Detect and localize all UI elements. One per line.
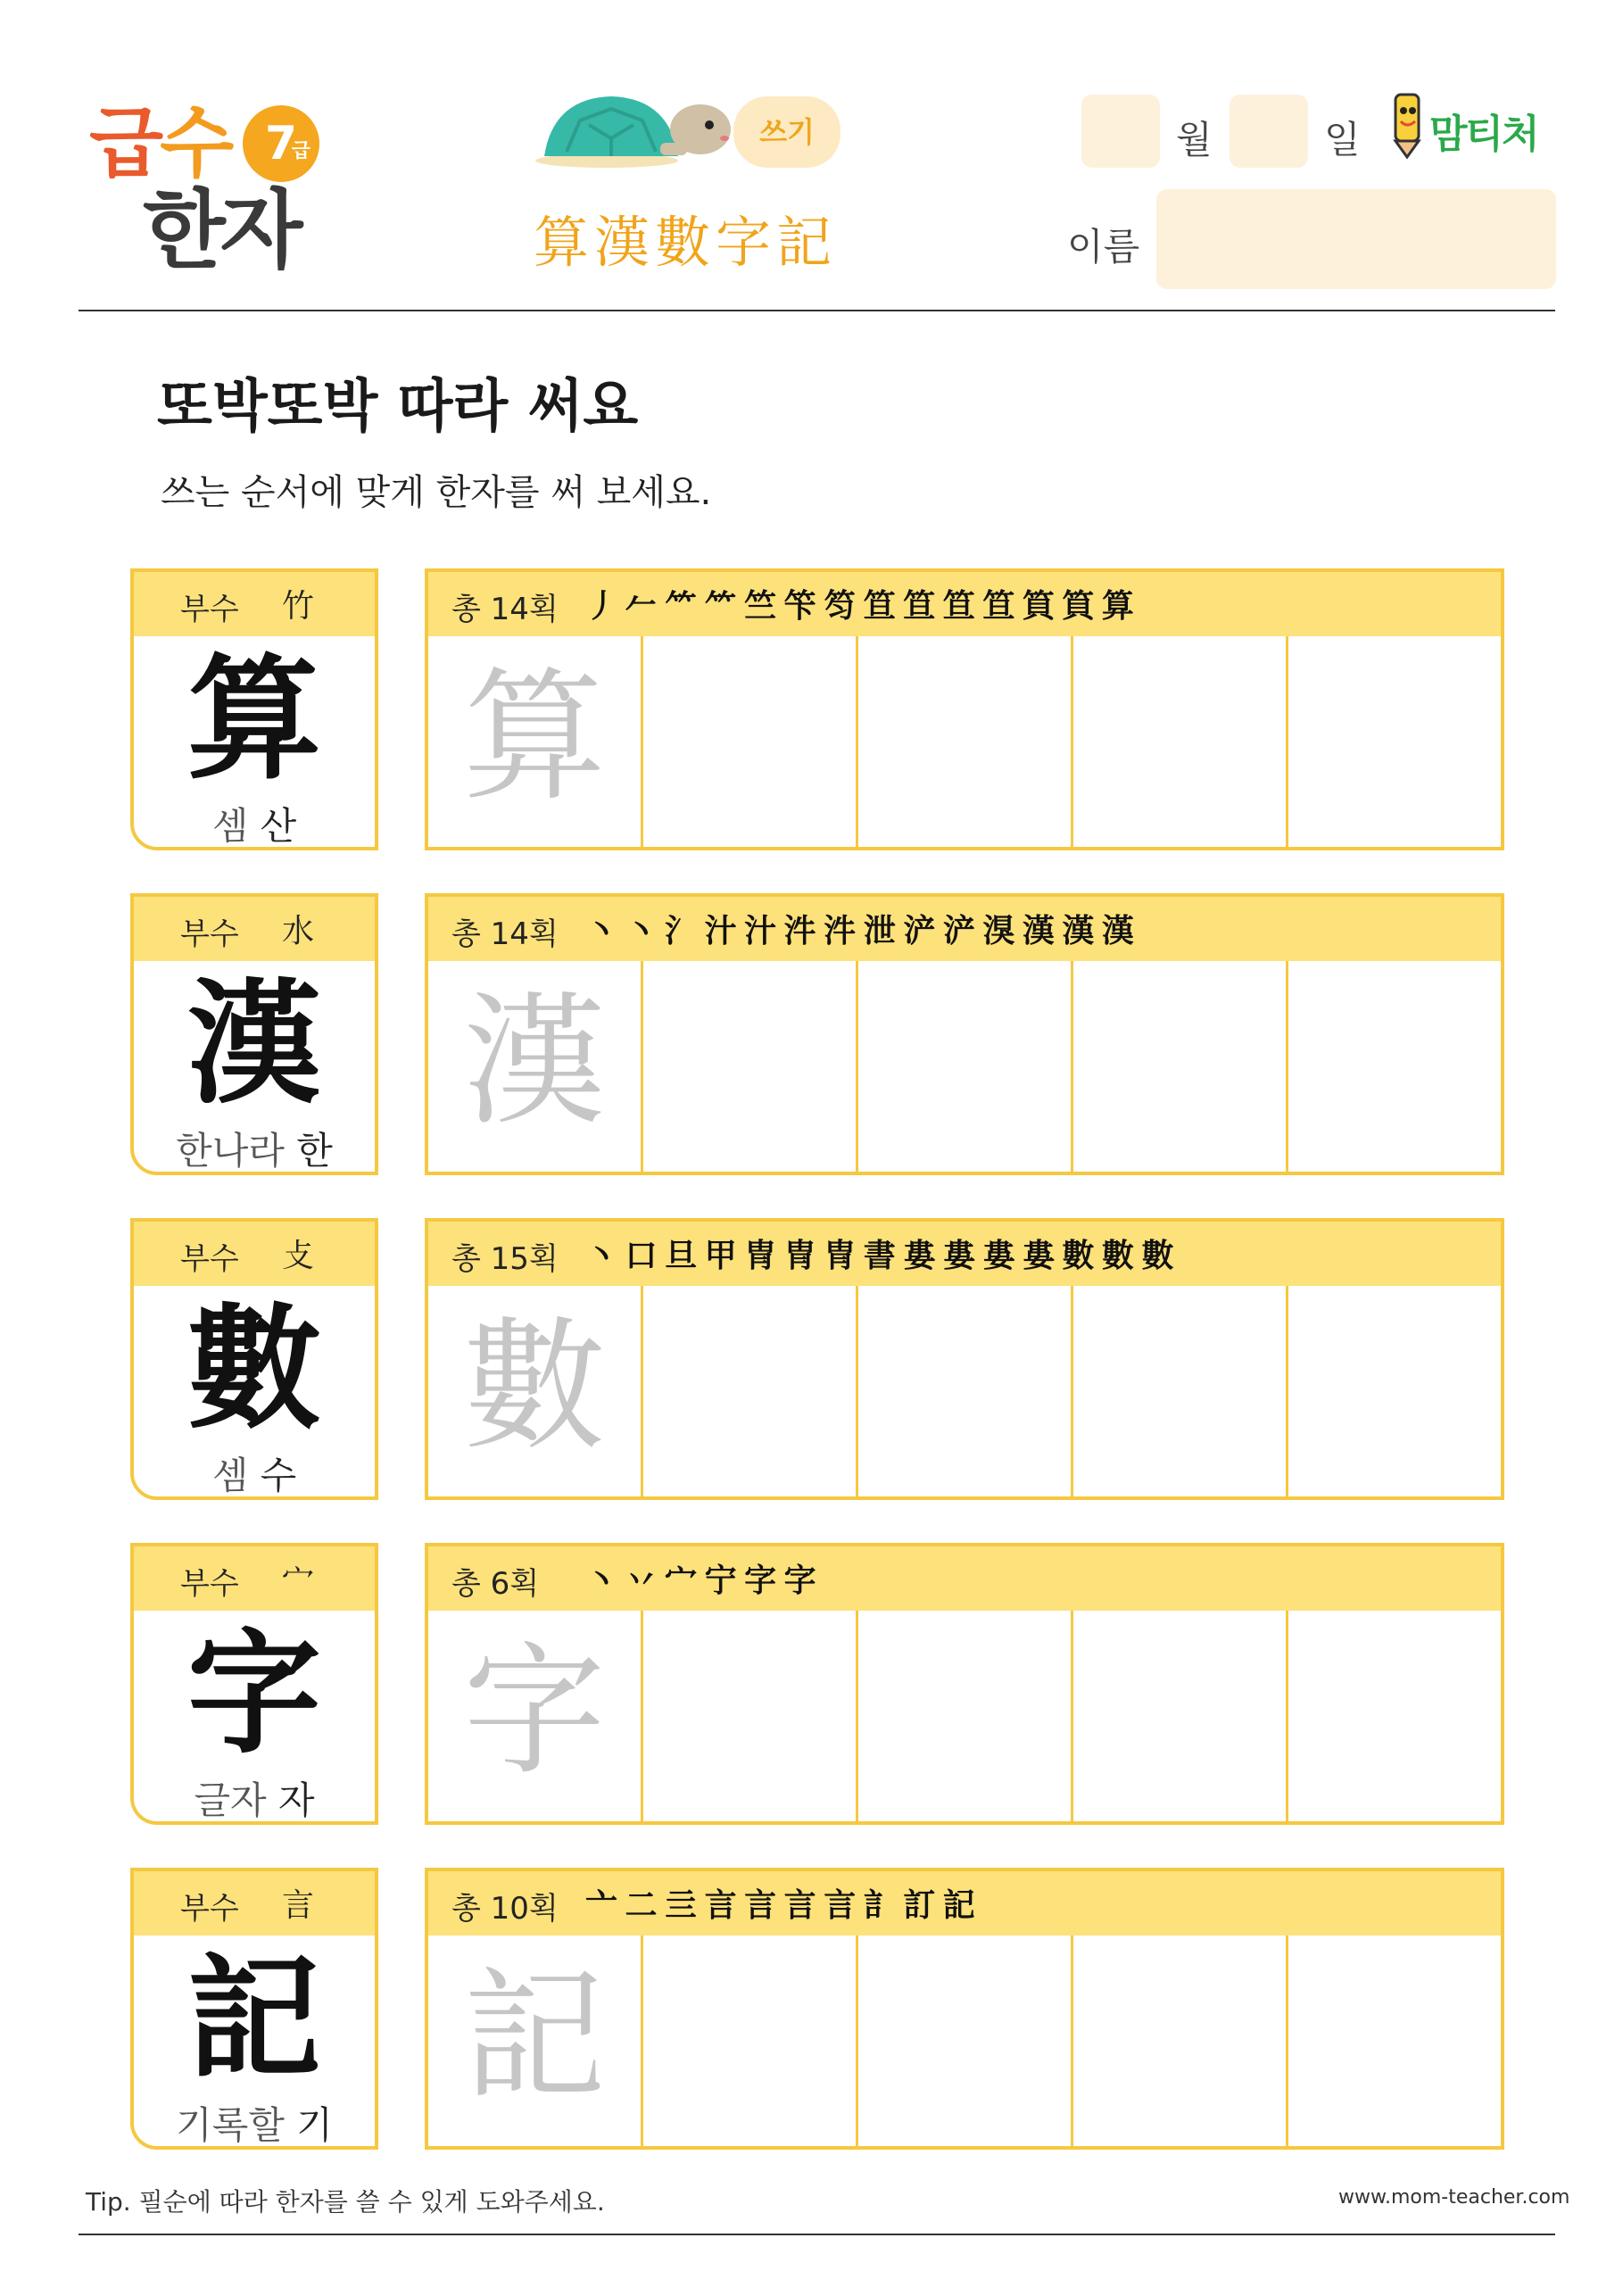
radical-label: 부수 [180, 1891, 239, 1927]
stroke-sequence: 丶 丷 宀 宁 字 字 [585, 1562, 815, 1599]
stroke-order-header [428, 897, 1501, 961]
radical-header [134, 1871, 375, 1935]
meaning-reading [134, 1122, 375, 1175]
stroke-sequence: 丶 口 旦 甲 冑 冑 冑 書 婁 婁 婁 婁 數 數 數 [585, 1237, 1172, 1274]
model-character: 記 [186, 1940, 321, 2097]
practice-row [425, 568, 1504, 850]
month-label: 월 [1176, 118, 1213, 162]
character-card [130, 1543, 378, 1825]
writing-cell[interactable] [858, 1935, 1073, 2146]
radical-char: 宀 [282, 1562, 315, 1599]
writing-cell[interactable] [1288, 961, 1501, 1172]
character-card [130, 1218, 378, 1500]
trace-cell[interactable] [428, 1611, 643, 1821]
meaning: 한나라 [176, 1129, 285, 1173]
writing-cell[interactable] [643, 1286, 858, 1496]
stroke-sequence: 丶 丶 氵 汁 汁 汼 汼 泄 浐 浐 湨 漢 漢 漢 [585, 912, 1132, 949]
meaning-reading [134, 1446, 375, 1500]
name-input-box[interactable] [1156, 189, 1556, 289]
speech-text: 쓰기 [759, 115, 815, 149]
trace-character: 算 [462, 653, 606, 820]
radical-char: 攴 [282, 1238, 315, 1274]
radical-header [134, 897, 375, 961]
meaning: 기록할 [176, 2103, 285, 2147]
header-divider [79, 310, 1555, 311]
writing-cell[interactable] [643, 961, 858, 1172]
practice-row [425, 1218, 1504, 1500]
stroke-total: 총 6획 [451, 1566, 540, 1602]
stroke-total: 총 14획 [451, 916, 559, 952]
trace-character: 字 [462, 1628, 606, 1795]
stroke-sequence: 丿 𠂉 ⺮ ⺮ 竺 笇 笉 笪 笪 笪 笪 筫 筫 算 [585, 587, 1132, 625]
practice-row [425, 1868, 1504, 2150]
writing-cell[interactable] [1288, 1286, 1501, 1496]
stroke-total: 총 14획 [451, 592, 559, 627]
grade-badge [243, 105, 319, 182]
writing-cell[interactable] [643, 636, 858, 847]
radical-header [134, 1222, 375, 1286]
trace-character: 漢 [462, 978, 606, 1145]
writing-cell[interactable] [1073, 1935, 1288, 2146]
reading: 자 [277, 1778, 315, 1822]
stroke-order-header [428, 572, 1501, 636]
worksheet-title-hanja: 算漢數字記 [534, 210, 838, 275]
pencil-mascot-icon [1388, 89, 1428, 161]
stroke-sequence: 亠 二 亖 言 言 言 言 訁 訂 記 [585, 1886, 973, 1924]
writing-cell[interactable] [1288, 636, 1501, 847]
reading: 한 [296, 1129, 333, 1173]
trace-character: 數 [462, 1303, 606, 1470]
character-card [130, 893, 378, 1175]
stroke-order-header [428, 1546, 1501, 1611]
day-input-box[interactable] [1230, 95, 1308, 168]
model-character: 算 [186, 641, 321, 798]
character-card [130, 1868, 378, 2150]
speech-bubble [733, 96, 840, 168]
writing-cell[interactable] [643, 1611, 858, 1821]
meaning: 글자 [194, 1778, 267, 1822]
logo-char-1: 급 [89, 99, 161, 188]
logo-line-2: 한자 [143, 180, 298, 280]
radical-char: 水 [282, 913, 315, 949]
mom-teacher-logo [1388, 89, 1558, 161]
writing-cell[interactable] [1073, 1286, 1288, 1496]
model-character: 字 [186, 1615, 321, 1772]
trace-cell[interactable] [428, 961, 643, 1172]
character-card [130, 568, 378, 850]
meaning-reading [134, 797, 375, 850]
writing-cell[interactable] [858, 1611, 1073, 1821]
writing-cell[interactable] [643, 1935, 858, 2146]
footer-divider [79, 2234, 1555, 2235]
trace-cell[interactable] [428, 1286, 643, 1496]
footer-url[interactable]: www.mom-teacher.com [1338, 2186, 1570, 2209]
month-input-box[interactable] [1081, 95, 1160, 168]
writing-cell[interactable] [1073, 1611, 1288, 1821]
reading: 수 [260, 1454, 297, 1497]
stroke-total: 총 15획 [451, 1241, 559, 1277]
radical-header [134, 572, 375, 636]
turtle-icon [526, 89, 741, 170]
trace-character: 記 [462, 1952, 606, 2119]
logo-char-2: 수 [160, 99, 231, 188]
meaning: 셈 [211, 1454, 249, 1497]
radical-label: 부수 [180, 916, 239, 952]
radical-header [134, 1546, 375, 1611]
name-label: 이름 [1067, 225, 1140, 269]
meaning-reading [134, 1771, 375, 1825]
writing-cell[interactable] [1288, 1611, 1501, 1821]
writing-cell[interactable] [1073, 636, 1288, 847]
stroke-total: 총 10획 [451, 1891, 559, 1927]
radical-label: 부수 [180, 1566, 239, 1602]
writing-cell[interactable] [1288, 1935, 1501, 2146]
day-label: 일 [1324, 118, 1361, 162]
model-character: 漢 [186, 966, 321, 1123]
radical-label: 부수 [180, 1241, 239, 1277]
reading: 기 [296, 2103, 333, 2147]
stroke-order-header [428, 1222, 1501, 1286]
section-subtitle: 쓰는 순서에 맞게 한자를 써 보세요. [161, 472, 712, 513]
writing-cell[interactable] [858, 636, 1073, 847]
reading: 산 [260, 804, 297, 848]
meaning-reading [134, 2096, 375, 2150]
footer-tip: Tip. 필순에 따라 한자를 쓸 수 있게 도와주세요. [86, 2187, 605, 2217]
stroke-order-header [428, 1871, 1501, 1935]
trace-cell[interactable] [428, 636, 643, 847]
radical-char: 言 [282, 1887, 315, 1924]
gupsu-hanja-logo [89, 99, 321, 302]
practice-row [425, 893, 1504, 1175]
trace-cell[interactable] [428, 1935, 643, 2146]
writing-cell[interactable] [858, 961, 1073, 1172]
radical-char: 竹 [282, 588, 315, 625]
writing-cell[interactable] [1073, 961, 1288, 1172]
writing-cell[interactable] [858, 1286, 1073, 1496]
meaning: 셈 [211, 804, 249, 848]
grade-number: 7 [264, 117, 298, 170]
section-title: 또박또박 따라 써요 [157, 374, 639, 440]
model-character: 數 [186, 1290, 321, 1447]
practice-row [425, 1543, 1504, 1825]
radical-label: 부수 [180, 592, 239, 627]
brand-text: 맘티처 [1429, 112, 1538, 157]
grade-unit: 급 [291, 140, 311, 162]
